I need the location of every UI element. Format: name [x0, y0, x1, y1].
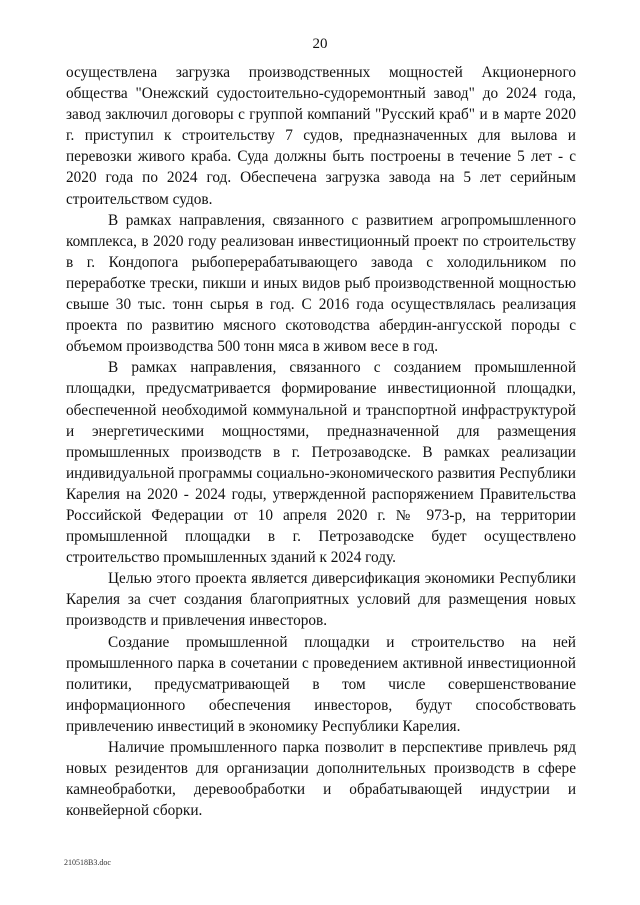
page-number: 20 [312, 36, 328, 52]
paragraph-agro-complex: В рамках направления, связанного с развитием агропромышленного комплекса, в 2020 году реализован инвестиционный проект по строительству в г. Кондопога рыбоперерабатывающего завода с холодильником по переработке трески, пикши и иных видов рыб производственной мощностью свыше 30 тыс. тонн сырья в год. С 2016 года осуществлялась реализация проекта по развитию мясного скотоводства абердин-ангусской породы с объемом производства 500 тонн мяса в живом весе в год. [66, 211, 576, 356]
paragraph-new-residents: Наличие промышленного парка позволит в перспективе привлечь ряд новых резидентов для организации дополнительных производств в сфере камнеобработки, деревообработки и обрабатывающей индустрии и конвейерной сборки. [66, 739, 576, 820]
paragraph-industrial-park: Создание промышленной площадки и строительство на ней промышленного парка в сочетании с проведением активной инвестиционной политики, предусматривающей в том числе совершенствование информационного обеспечения инвесторов, будут способствовать привлечению инвестиций в экономику Республики Карелия. [66, 633, 576, 735]
paragraph-industrial-site: В рамках направления, связанного с созданием промышленной площадки, предусматривается формирование инвестиционной площадки, обеспеченной необходимой коммунальной и транспортной инфраструктурой и энергетическими мощностями, предназначенной для размещения промышленных производств в г. Петрозаводске. В рамках реализации индивидуальной программы социально-экономического развития Республики Карелия на 2020 - 2024 годы, утвержденной распоряжением Правительства Российской Федерации от 10 апреля 2020 г. № 973-р, на территории промышленной площадки в г. Петрозаводске будет осуществлено строительство промышленных зданий к 2024 году. [66, 359, 576, 567]
document-body [66, 62, 576, 821]
document-file-code: 210518B3.doc [64, 858, 111, 867]
paragraph-project-goal: Целью этого проекта является диверсификация экономики Республики Карелия за счет создания благоприятных условий для размещения новых производств и привлечения инвесторов. [66, 570, 576, 630]
paragraph-shipyard-load: осуществлена загрузка производственных мощностей Акционерного общества "Онежский судостоительно-судоремонтный завод" до 2024 года, завод заключил договоры с группой компаний "Русский краб" и в марте 2020 г. приступил к строительству 7 судов, предназначенных для вылова и перевозки живого краба. Суда должны быть построены в течение 5 лет - с 2020 года по 2024 год. Обеспечена загрузка завода на 5 лет серийным строительством судов. [66, 64, 576, 208]
